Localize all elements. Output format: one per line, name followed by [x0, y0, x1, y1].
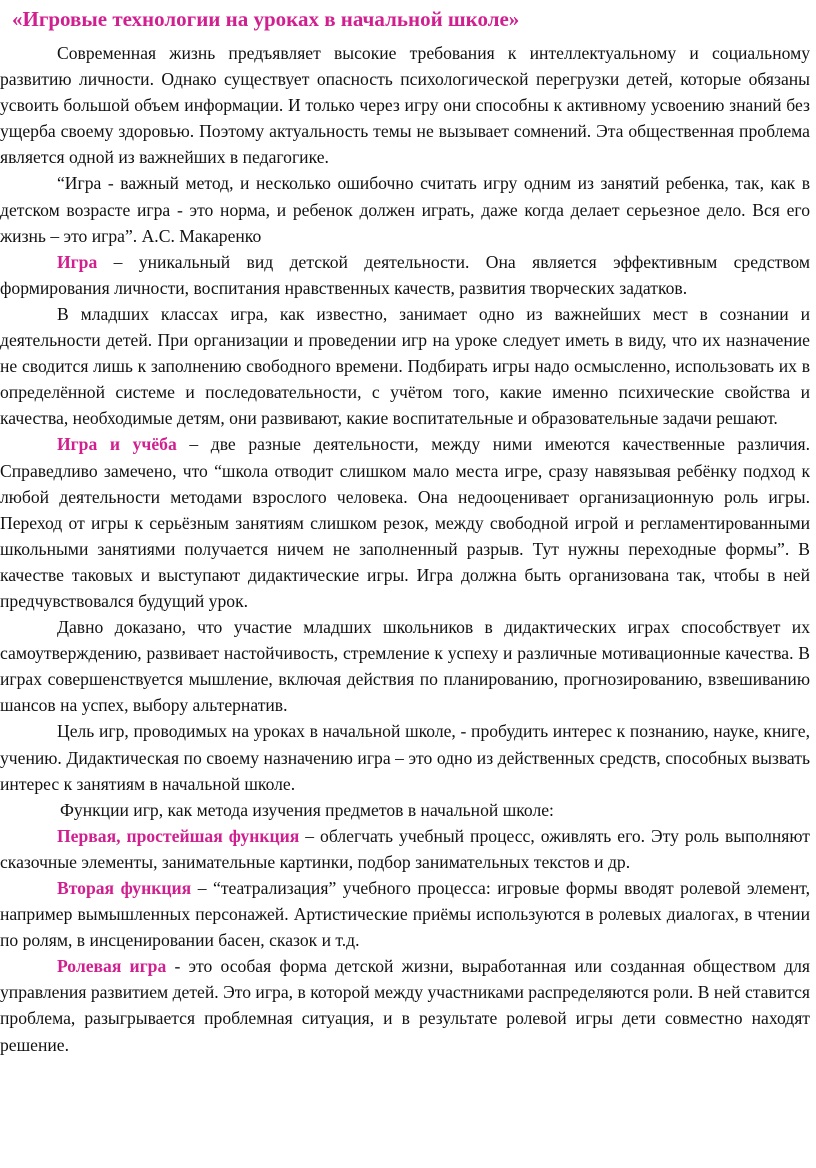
term-first-function: Первая, простейшая функция — [57, 825, 300, 846]
paragraph-text: - это особая форма детской жизни, выработанная или созданная обществом для управления развитием детей. Это игра, в которой между участниками распределяются роли. В ней ставится проблема, разыгрывается проблемная ситуация, и в результате ролевой игры дети совместно находят решение. — [0, 956, 810, 1055]
paragraph-functions-heading: Функции игр, как метода изучения предметов в начальной школе: — [60, 799, 554, 820]
paragraph-text: – облегчать учебный процесс, оживлять его. Эту роль выполняют сказочные элементы, занимательные картинки, подбор занимательных текстов и др. — [0, 825, 810, 872]
paragraph-first-function — [0, 823, 810, 875]
paragraph-role-play — [0, 953, 810, 1057]
paragraph-text: – две разные деятельности, между ними имеются качественные различия. Справедливо замечено, что “школа отводит слишком мало места игре, сразу навязывая ребёнку подход к любой деятельности методами взрослого человека. Она недооценивает организационную роль игры. Переход от игры к серьёзным занятиям слишком резок, между свободной игрой и регламентированными школьными занятиями получается ничем не заполненный разрыв. Тут нужны переходные формы”. В качестве таковых и выступают дидактические игры. Игра должна быть организована так, чтобы в ней предчувствовался будущий урок. — [0, 434, 811, 611]
paragraph-intro: Современная жизнь предъявляет высокие требования к интеллектуальному и социальному развитию личности. Однако существует опасность психологической перегрузки детей, которые обязаны усвоить большой объем информации. И только через игру они способны к активному усвоению знаний без ущерба своему здоровью. Поэтому актуальность темы не вызывает сомнений. Эта общественная проблема является одной из важнейших в педагогике. — [0, 43, 810, 168]
document-title: «Игровые технологии на уроках в начальной школе» — [12, 7, 520, 31]
term-game-and-study: Игра и учёба — [57, 434, 177, 455]
paragraph-quote: “Игра - важный метод, и несколько ошибочно считать игру одним из занятий ребенка, так, как в детском возрасте игра - это норма, и ребенок должен играть, даже когда делает серьезное дело. Вся его жизнь – это игра”. А.С. Макаренко — [0, 173, 810, 246]
paragraph-goal: Цель игр, проводимых на уроках в начальной школе, - пробудить интерес к познанию, науке, книге, учению. Дидактическая по своему назначению игра – это одно из действенных средств, способных вызвать интерес к занятиям в начальной школе. — [0, 721, 810, 794]
paragraph-text: – уникальный вид детской деятельности. Она является эффективным средством формирования личности, воспитания нравственных качеств, развития творческих задатков. — [0, 251, 810, 298]
paragraph-second-function — [0, 875, 810, 953]
term-game: Игра — [57, 251, 98, 272]
term-second-function: Вторая функция — [57, 878, 192, 898]
paragraph-junior-classes: В младших классах игра, как известно, занимает одно из важнейших мест в сознании и деятельности детей. При организации и проведении игр на уроке следует иметь в виду, что их назначение не сводится лишь к заполнению свободного времени. Подбирать игры надо осмысленно, использовать их в определённой системе и последовательности, с учётом того, какие именно психические свойства и качества, необходимые детям, они развивают, какие воспитательные и образовательные задачи решают. — [0, 303, 810, 429]
paragraph-proven: Давно доказано, что участие младших школьников в дидактических играх способствует их самоутверждению, развивает настойчивость, стремление к успеху и различные мотивационные качества. В играх совершенствуется мышление, включая действия по планированию, прогнозированию, взвешиванию шансов на успех, выбору альтернатив. — [0, 617, 810, 716]
paragraph-game-and-study — [0, 431, 810, 614]
term-role-play: Ролевая игра — [57, 956, 167, 977]
paragraph-text: – “театрализация” учебного процесса: игровые формы вводят ролевой элемент, например вымышленных персонажей. Артистические приёмы используются в ролевых диалогах, в чтении по ролям, в инсценировании басен, сказок и т.д. — [0, 878, 810, 951]
paragraph-game-definition — [0, 249, 810, 301]
